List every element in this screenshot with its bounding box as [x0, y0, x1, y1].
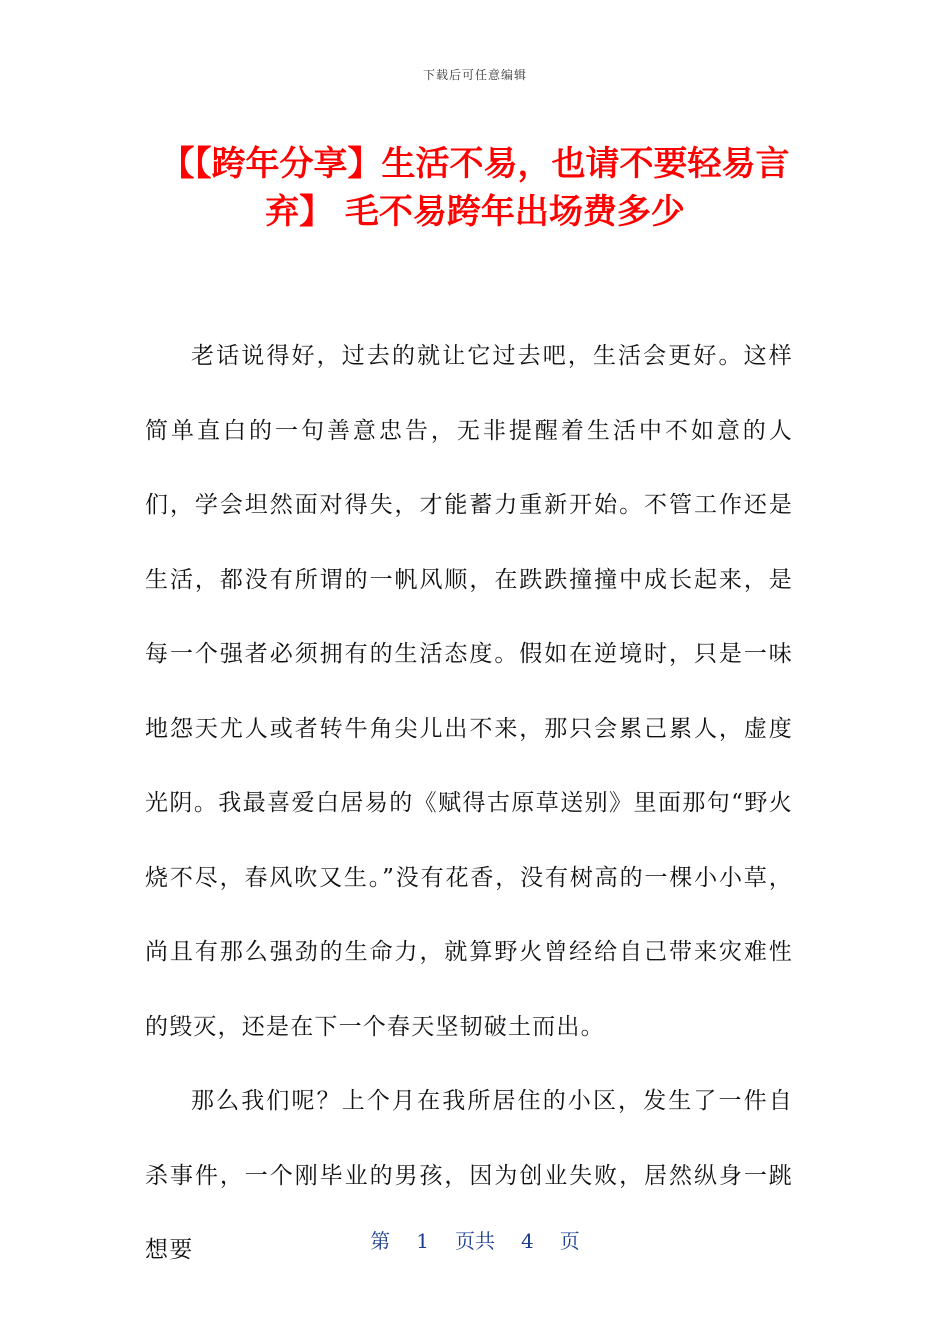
page-suffix: 页	[559, 1229, 580, 1253]
paragraph: 老话说得好，过去的就让它过去吧，生活会更好。这样简单直白的一句善意忠告，无非提醒着生活中不如意的人们，学会坦然面对得失，才能蓄力重新开始。不管工作还是生活，都没有所谓的一帆风顺，在跌跌撞撞中成长起来，是每一个强者必须拥有的生活态度。假如在逆境时，只是一味地怨天尤人或者转牛角尖儿出不来，那只会累己累人，虚度光阴。我最喜爱白居易的《赋得古原草送别》里面那句“野火烧不尽，春风吹又生。”没有花香，没有树高的一棵小小草，尚且有那么强劲的生命力，就算野火曾经给自己带来灾难性的毁灭，还是在下一个春天坚韧破土而出。	[145, 343, 793, 1040]
current-page-number: 1	[416, 1229, 429, 1253]
document-title: 【【跨年分享】生活不易，也请不要轻易言弃】 毛不易跨年出场费多少	[160, 144, 790, 232]
page-mid: 页共	[455, 1229, 495, 1253]
header-note: 下载后可任意编辑	[422, 68, 527, 82]
page-prefix: 第	[370, 1229, 391, 1253]
document-body	[145, 319, 793, 1288]
total-pages-number: 4	[521, 1229, 534, 1253]
page-footer	[0, 1225, 950, 1254]
paragraph: 那么我们呢？上个月在我所居住的小区，发生了一件自杀事件，一个刚毕业的男孩，因为创业失败，居然纵身一跳想要	[145, 1088, 793, 1263]
